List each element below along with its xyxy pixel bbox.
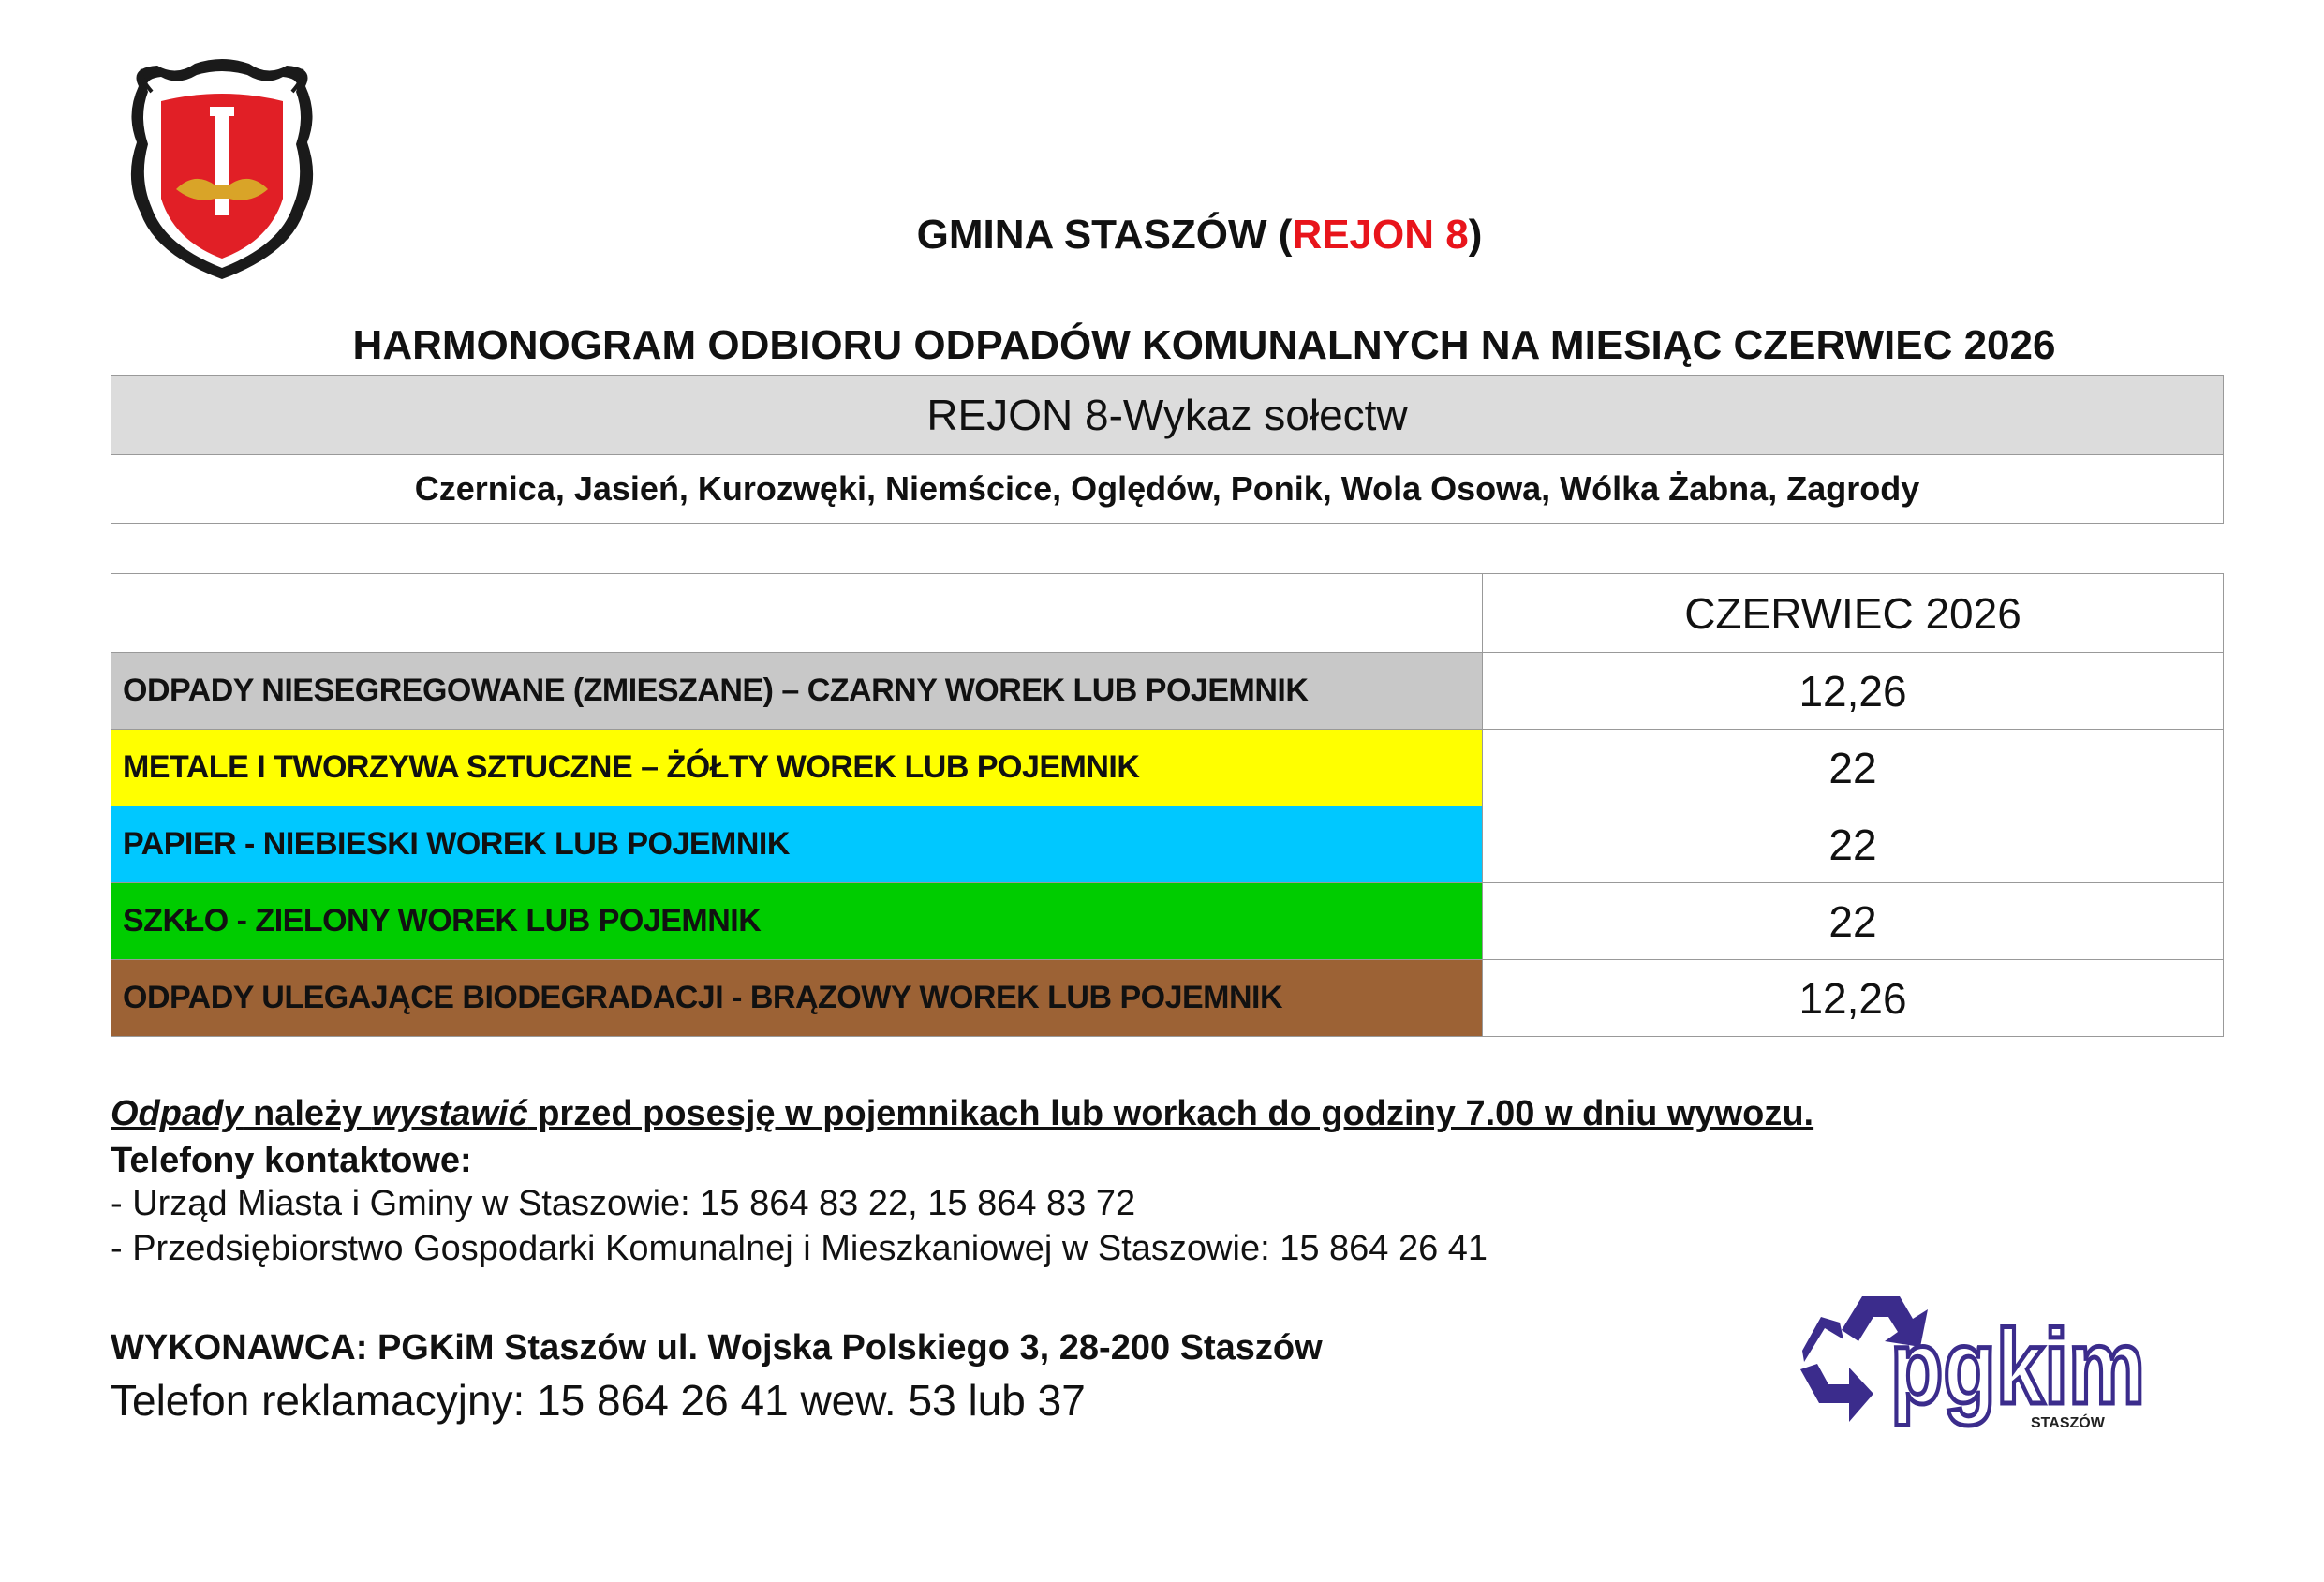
table-row <box>111 806 2224 883</box>
logo-text: pgkim <box>1890 1308 2145 1426</box>
contact-line-1: - Urząd Miasta i Gminy w Staszowie: 15 864 83 22, 15 864 83 72 <box>111 1184 1136 1223</box>
region-table <box>111 375 2224 524</box>
schedule-header-empty <box>111 574 1483 653</box>
waste-type-label: ODPADY NIESEGREGOWANE (ZMIESZANE) – CZARNY WOREK LUB POJEMNIK <box>111 653 1483 730</box>
contact-line-2: - Przedsiębiorstwo Gospodarki Komunalnej i Mieszkaniowej w Staszowie: 15 864 26 41 <box>111 1229 1488 1268</box>
pickup-dates: 12,26 <box>1483 653 2224 730</box>
pickup-dates: 22 <box>1483 806 2224 883</box>
region-villages: Czernica, Jasień, Kurozwęki, Niemścice, Oględów, Ponik, Wola Osowa, Wólka Żabna, Zagrody <box>111 455 2224 524</box>
schedule-month-header: CZERWIEC 2026 <box>1483 574 2224 653</box>
schedule-title: HARMONOGRAM ODBIORU ODPADÓW KOMUNALNYCH NA MIESIĄC CZERWIEC 2026 <box>352 322 2056 368</box>
contractor-line: WYKONAWCA: PGKiM Staszów ul. Wojska Polskiego 3, 28-200 Staszów <box>111 1328 1323 1368</box>
complaint-phone: Telefon reklamacyjny: 15 864 26 41 wew. 53 lub 37 <box>111 1376 1086 1425</box>
page-title <box>0 212 2324 259</box>
logo-subtext: STASZÓW <box>2031 1415 2105 1431</box>
table-row <box>111 653 2224 730</box>
contacts-title: Telefony kontaktowe: <box>111 1141 472 1180</box>
table-row <box>111 730 2224 806</box>
notice-word-2: należy <box>243 1094 372 1133</box>
pickup-dates: 22 <box>1483 883 2224 960</box>
notice-text <box>111 1094 1813 1134</box>
schedule-table <box>111 573 2224 1037</box>
table-row <box>111 960 2224 1037</box>
waste-type-label: PAPIER - NIEBIESKI WOREK LUB POJEMNIK <box>111 806 1483 883</box>
notice-word-3: wystawić <box>371 1094 528 1133</box>
title-region: REJON 8 <box>1292 212 1469 258</box>
region-header: REJON 8-Wykaz sołectw <box>111 376 2224 455</box>
waste-type-label: SZKŁO - ZIELONY WOREK LUB POJEMNIK <box>111 883 1483 960</box>
notice-word-4: przed posesję w pojemnikach lub workach do godziny 7.00 w dniu wywozu. <box>527 1094 1814 1133</box>
title-suffix: ) <box>1468 212 1483 258</box>
waste-type-label: ODPADY ULEGAJĄCE BIODEGRADACJI - BRĄZOWY WOREK LUB POJEMNIK <box>111 960 1483 1037</box>
title-prefix: GMINA STASZÓW ( <box>916 212 1293 258</box>
pickup-dates: 12,26 <box>1483 960 2224 1037</box>
notice-word-1: Odpady <box>111 1094 244 1133</box>
table-row <box>111 883 2224 960</box>
pgkim-logo <box>1797 1289 2154 1435</box>
pickup-dates: 22 <box>1483 730 2224 806</box>
waste-type-label: METALE I TWORZYWA SZTUCZNE – ŻÓŁTY WOREK LUB POJEMNIK <box>111 730 1483 806</box>
